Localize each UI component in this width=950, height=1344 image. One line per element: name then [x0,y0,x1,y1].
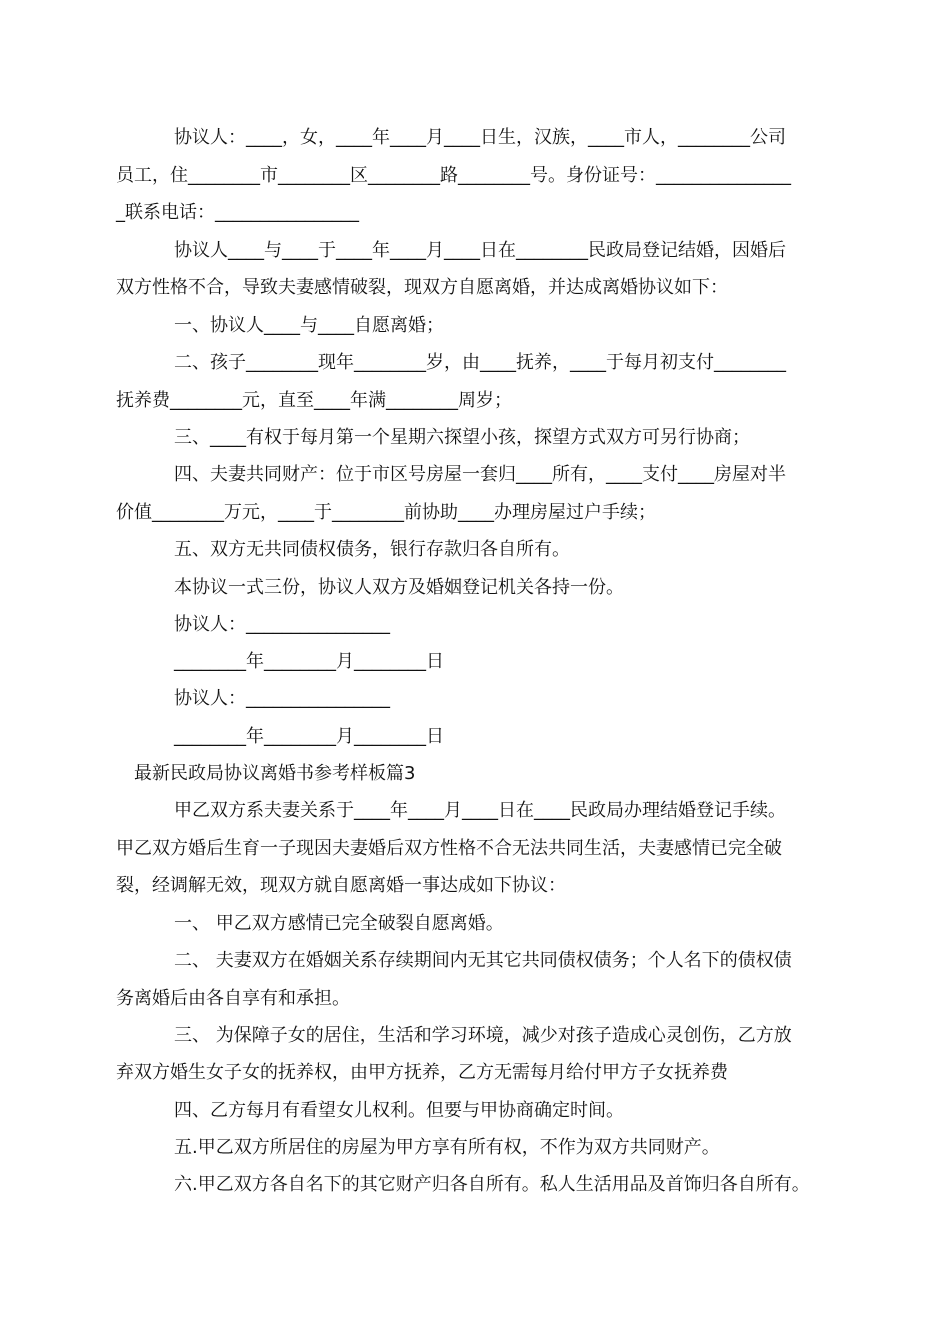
date-line: ________年________月________日 [174,651,444,672]
text-line: 五.甲乙双方所居住的房屋为甲方享有所有权，不作为双方共同财产。 [174,1137,720,1158]
text-line: 三、 为保障子女的居住，生活和学习环境，减少对孩子造成心灵创伤，乙方放 [174,1025,792,1046]
text-line: 员工，住________市________区________路________号。身份证号：_______________ [116,165,791,186]
text-line: 协议人____与____于____年____月____日在________民政局登记结婚，因婚后 [174,240,786,261]
text-line: 六.甲乙双方各自名下的其它财产归各自所有。私人生活用品及首饰归各自所有。 [174,1174,810,1195]
signature-line: 协议人：________________ [174,688,390,709]
text-line: 一、协议人____与____自愿离婚； [174,315,444,336]
text-line: _联系电话：________________ [116,202,359,223]
text-line: 抚养费________元，直至____年满________周岁； [116,390,512,411]
text-line: 协议人：____，女，____年____月____日生，汉族，____市人，________公司 [174,127,786,148]
text-line: 务离婚后由各自享有和承担。 [116,988,350,1009]
text-line: 甲乙双方系夫妻关系于____年____月____日在____民政局办理结婚登记手续。 [174,800,786,821]
text-line: 二、 夫妻双方在婚姻关系存续期间内无其它共同债权债务；个人名下的债权债 [174,950,792,971]
text-line: 价值________万元，____于________前协助____办理房屋过户手续； [116,502,656,523]
text-line: 一、 甲乙双方感情已完全破裂自愿离婚。 [174,913,504,934]
section-heading: 最新民政局协议离婚书参考样板篇3 [134,763,416,784]
date-line: ________年________月________日 [174,726,444,747]
text-line: 五、双方无共同债权债务，银行存款归各自所有。 [174,539,570,560]
text-line: 双方性格不合，导致夫妻感情破裂，现双方自愿离婚，并达成离婚协议如下： [116,277,728,298]
text-line: 甲乙双方婚后生育一子现因夫妻婚后双方性格不合无法共同生活，夫妻感情已完全破 [116,838,782,859]
text-line: 弃双方婚生女子女的抚养权，由甲方抚养，乙方无需每月给付甲方子女抚养费 [116,1062,728,1083]
text-line: 三、____有权于每月第一个星期六探望小孩，探望方式双方可另行协商； [174,427,750,448]
text-line: 二、孩子________现年________岁，由____抚养，____于每月初支付________ [174,352,786,373]
signature-line: 协议人：________________ [174,614,390,635]
text-line: 本协议一式三份，协议人双方及婚姻登记机关各持一份。 [174,577,624,598]
text-line: 四、乙方每月有看望女儿权利。但要与甲协商确定时间。 [174,1100,624,1121]
text-line: 四、夫妻共同财产：位于市区号房屋一套归____所有，____支付____房屋对半 [174,464,786,485]
text-line: 裂，经调解无效，现双方就自愿离婚一事达成如下协议： [116,875,566,896]
